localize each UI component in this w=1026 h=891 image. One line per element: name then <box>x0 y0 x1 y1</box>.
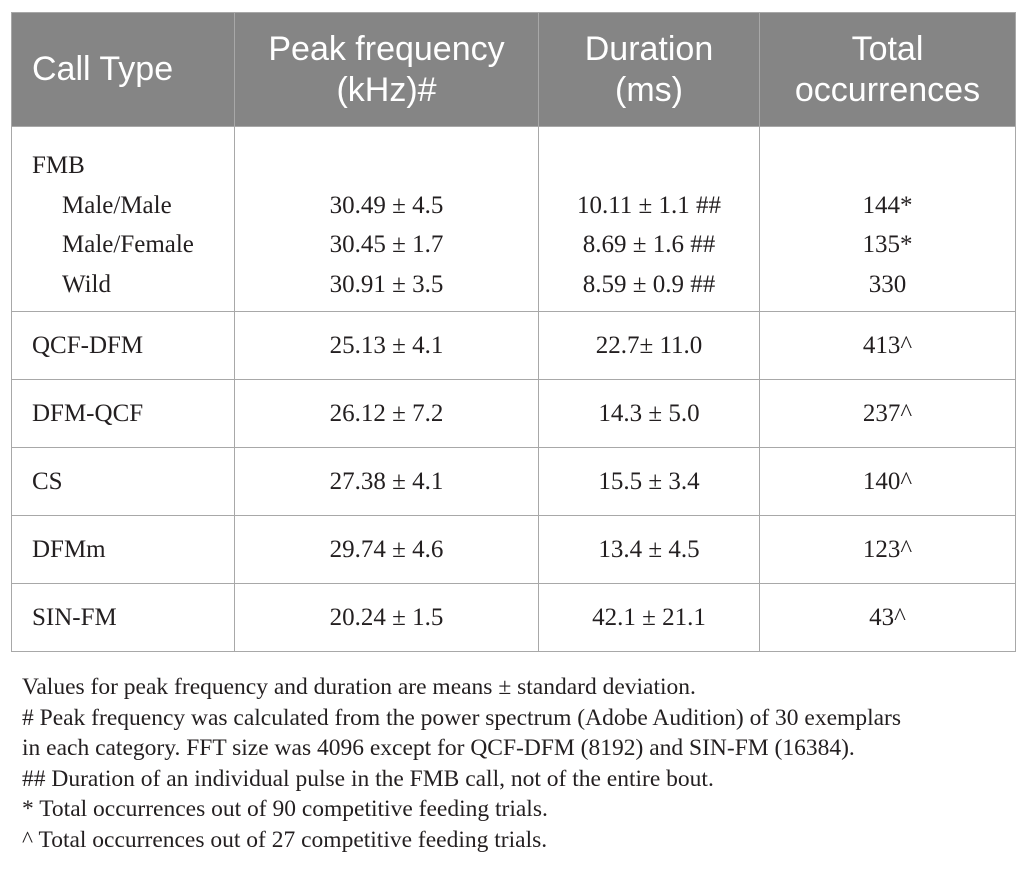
total-value: 330 <box>868 270 907 298</box>
cell-duration: 13.4 ± 4.5 <box>539 516 760 584</box>
cell-peak-frequency: 25.13 ± 4.1 <box>235 312 539 380</box>
footnote: ## Duration of an individual pulse in the FMB call, not of the entire bout. <box>22 765 714 792</box>
table-row <box>12 380 1016 448</box>
cell-total-occurrences: 43^ <box>760 584 1016 652</box>
cell-call-type: SIN-FM <box>12 584 235 652</box>
cell-call-type: CS <box>12 448 235 516</box>
footnote: # Peak frequency was calculated from the power spectrum (Adobe Audition) of 30 exemplars <box>22 704 902 731</box>
header-peak-frequency: Peak frequency (kHz)# <box>235 13 539 127</box>
cell-peak-frequency: 27.38 ± 4.1 <box>235 448 539 516</box>
cell-duration: 42.1 ± 21.1 <box>539 584 760 652</box>
cell-total-occurrences: 123^ <box>760 516 1016 584</box>
peak-value: 30.49 ± 4.5 <box>329 191 444 219</box>
table-row <box>12 448 1016 516</box>
table-row-fmb <box>12 127 1016 312</box>
peak-value: 30.45 ± 1.7 <box>329 231 444 258</box>
table-row <box>12 584 1016 652</box>
call-type-table <box>11 12 1016 652</box>
cell-total-occurrences <box>760 127 1016 312</box>
table-footnotes <box>22 672 1022 855</box>
cell-call-type: DFMm <box>12 516 235 584</box>
footnote: Values for peak frequency and duration are means ± standard deviation. <box>22 674 696 700</box>
cell-peak-frequency: 20.24 ± 1.5 <box>235 584 539 652</box>
peak-value: 30.91 ± 3.5 <box>329 270 444 298</box>
cell-call-type: DFM-QCF <box>12 380 235 448</box>
subrow-name: Male/Female <box>62 231 194 258</box>
cell-duration: 22.7± 11.0 <box>539 312 760 380</box>
cell-duration: 15.5 ± 3.4 <box>539 448 760 516</box>
cell-total-occurrences: 140^ <box>760 448 1016 516</box>
cell-total-occurrences: 413^ <box>760 312 1016 380</box>
cell-peak-frequency: 26.12 ± 7.2 <box>235 380 539 448</box>
header-total-occurrences: Total occurrences <box>760 13 1016 127</box>
subrow-name: Male/Male <box>62 191 172 219</box>
cell-call-type: QCF-DFM <box>12 312 235 380</box>
table-header-row <box>12 13 1016 127</box>
duration-value: 8.69 ± 1.6 ## <box>582 231 716 258</box>
total-value: 135* <box>862 231 913 258</box>
duration-value: 10.11 ± 1.1 ## <box>576 191 722 219</box>
duration-value: 8.59 ± 0.9 ## <box>582 270 716 298</box>
table-row <box>12 312 1016 380</box>
cell-duration: 14.3 ± 5.0 <box>539 380 760 448</box>
group-label-fmb: FMB <box>32 152 85 179</box>
total-value: 144* <box>862 191 913 219</box>
header-duration: Duration (ms) <box>539 13 760 127</box>
cell-peak-frequency <box>235 127 539 312</box>
cell-total-occurrences: 237^ <box>760 380 1016 448</box>
table-row <box>12 516 1016 584</box>
cell-peak-frequency: 29.74 ± 4.6 <box>235 516 539 584</box>
footnote: in each category. FFT size was 4096 except for QCF-DFM (8192) and SIN-FM (16384). <box>22 735 855 761</box>
header-call-type: Call Type <box>12 13 235 127</box>
footnote: ^ Total occurrences out of 27 competitive feeding trials. <box>22 826 548 853</box>
cell-call-type <box>12 127 235 312</box>
subrow-name: Wild <box>62 270 111 298</box>
footnote: * Total occurrences out of 90 competitive feeding trials. <box>22 796 548 822</box>
cell-duration <box>539 127 760 312</box>
